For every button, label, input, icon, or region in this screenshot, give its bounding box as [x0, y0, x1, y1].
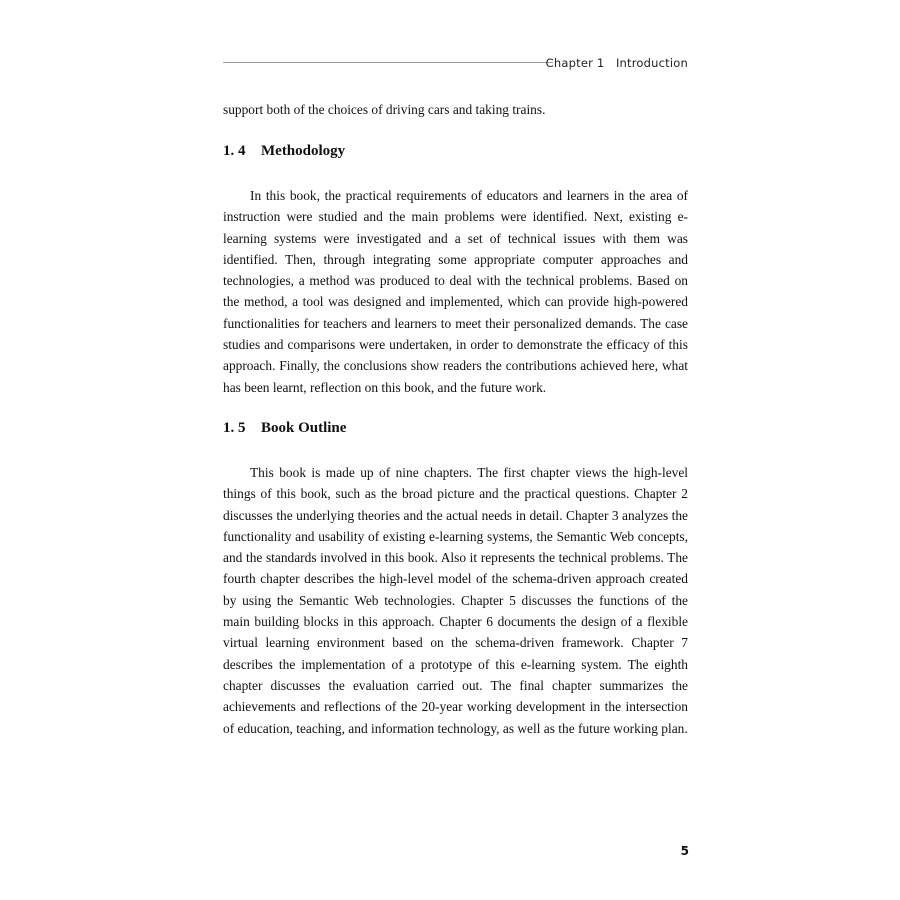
section-heading-methodology — [223, 143, 345, 160]
section-title: Book Outline — [261, 420, 347, 436]
running-header — [223, 56, 688, 72]
continuation-paragraph: support both of the choices of driving cars and taking trains. — [223, 102, 546, 117]
running-title: Chapter 1 Introduction — [545, 56, 688, 70]
page-number: 5 — [680, 844, 689, 858]
section-heading-book-outline — [223, 420, 346, 437]
section-number: 1. 4 — [223, 143, 246, 159]
methodology-paragraph: In this book, the practical requirements of educators and learners in the area of instruction were studied and the main problems were identified. Next, existing e-learning systems were investigated and a set of technical issues with them was identified. Then, through integrating some appropriate computer approaches and technologies, a method was produced to deal with the technical problems. Based on the method, a tool was designed and implemented, which can provide high-powered functionalities for teachers and learners to meet their personalized demands. The case studies and comparisons were undertaken, in order to demonstrate the efficacy of this approach. Finally, the conclusions show readers the contributions achieved here, what has been learnt, reflection on this book, and the future work. — [223, 188, 688, 395]
book-outline-paragraph: This book is made up of nine chapters. The first chapter views the high-level things of this book, such as the broad picture and the practical questions. Chapter 2 discusses the underlying theories and the actual needs in detail. Chapter 3 analyzes the functionality and usability of existing e-learning systems, the Semantic Web concepts, and the standards involved in this book. Also it represents the technical problems. The fourth chapter describes the high-level model of the schema-driven approach created by using the Semantic Web technologies. Chapter 5 discusses the functions of the main building blocks in this approach. Chapter 6 documents the design of a flexible virtual learning environment based on the schema-driven framework. Chapter 7 describes the implementation of a prototype of this e-learning system. The eighth chapter discusses the evaluation carried out. The final chapter summarizes the achievements and reflections of the 20-year working development in the intersection of education, teaching, and information technology, as well as the future working plan. — [223, 465, 688, 736]
section-number: 1. 5 — [223, 420, 246, 436]
header-rule — [223, 62, 553, 63]
section-title: Methodology — [261, 143, 346, 159]
